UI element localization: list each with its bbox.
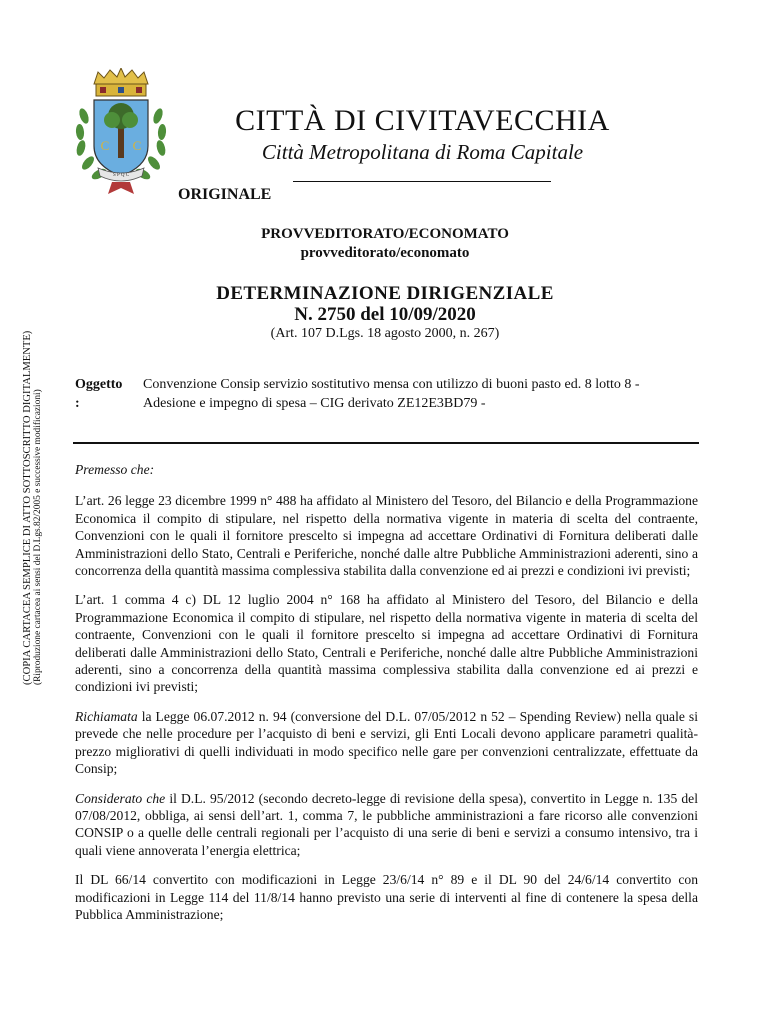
office-name-upper: PROVVEDITORATO/ECONOMATO bbox=[261, 226, 509, 242]
banner-text: S P Q C bbox=[112, 173, 130, 178]
section-divider bbox=[73, 442, 699, 444]
paragraph-4-text: il D.L. 95/2012 (secondo decreto-legge di revisione della spesa), convertito in Legge n. 135 del 07/08/2012, obbliga, ai sensi dell’art. 1, comma 7, le pubbliche amministrazioni a fare ricorso alle convenzioni CONSIP o a quelle delle centrali regionali per l’acquisto di una serie di beni e servizi a consumo intensivo, tra i quali viene annoverata l’energia elettrica; bbox=[75, 790, 698, 858]
determination-reference: (Art. 107 D.Lgs. 18 agosto 2000, n. 267) bbox=[270, 326, 500, 341]
premise-heading bbox=[75, 461, 698, 478]
paragraph-5: Il DL 66/14 convertito con modificazioni in Legge 23/6/14 n° 89 e il DL 90 del 24/6/14 convertito con modificazioni in Legge 114 del 11/8/14 hanno previsto una serie di interventi al fine di contenere la spesa della Pubblica Amministrazione; bbox=[75, 872, 698, 922]
paragraph-3-lead: Richiamata bbox=[75, 708, 138, 724]
premise-heading-text: Premesso che: bbox=[75, 462, 155, 477]
paragraph-4-lead: Considerato che bbox=[75, 790, 166, 806]
crown-icon bbox=[94, 68, 148, 96]
paragraph-4 bbox=[75, 790, 698, 860]
subject-text: Convenzione Consip servizio sostitutivo mensa con utilizzo di buoni pasto ed. 8 lotto 8 - Adesione e impegno di spesa – CIG derivato ZE12E3BD79 - bbox=[143, 377, 640, 411]
paragraph-3 bbox=[75, 708, 698, 778]
subject-label-colon: : bbox=[75, 396, 80, 411]
ribbon-icon bbox=[108, 182, 134, 194]
subject-label-word: Oggetto bbox=[75, 377, 123, 392]
office-name-lower: provveditorato/economato bbox=[300, 245, 470, 261]
digital-copy-side-note bbox=[22, 305, 44, 685]
paragraph-3-text: la Legge 06.07.2012 n. 94 (conversione del D.L. 07/05/2012 n 52 – Spending Review) nella quale si prevede che nelle procedure per l’acquisto di beni e servizi, gli Enti Locali devono applicare parametri qualità-prezzo migliorativi di quelli individuati in modo specifico nelle gare per convenzioni centralizzate, effettuate da Consip; bbox=[75, 708, 698, 777]
paragraph-1: L’art. 26 legge 23 dicembre 1999 n° 488 ha affidato al Ministero del Tesoro, del Bilancio e della Programmazione Economica il compito di stipulare, nel rispetto della normativa vigente in materia di scelta del contraente, Convenzioni con le quali il fornitore prescelto si impegna ad accettare Ordinativi di Fornitura deliberati dalle Amministrazioni dello Stato, Centrali e Periferiche, nonché dalle altre Pubbliche Amministrazioni aderenti, sino a concorrenza della quantità massima complessiva stabilita dalla convenzione ed ai prezzi e condizioni ivi previsti; bbox=[75, 493, 698, 579]
subject-label bbox=[75, 375, 122, 413]
side-note-line-2: (Riproduzione cartacea ai sensi del D.Lgs.82/2005 e successive modificazioni) bbox=[33, 389, 43, 685]
shield-letter-left: C bbox=[100, 138, 110, 153]
shield-letter-right: C bbox=[132, 138, 142, 153]
side-note-line-1: (COPIA CARTACEA SEMPLICE DI ATTO SOTTOSCRITTO DIGITALMENTE) bbox=[22, 330, 33, 685]
city-title: CITTÀ DI CIVITAVECCHIA bbox=[235, 104, 610, 137]
title-underline-divider bbox=[293, 181, 551, 182]
city-crest-logo bbox=[72, 68, 170, 196]
paragraph-2: L’art. 1 comma 4 c) DL 12 luglio 2004 n° 168 ha affidato al Ministero del Tesoro, del Bilancio e della Programmazione Economica il compito di stipulare, nel rispetto della normativa vigente in materia di scelta del contraente, Convenzioni con le quali il fornitore prescelto si impegna ad accettare Ordinativi di Fornitura deliberati dalle Amministrazioni dello Stato, Centrali e Periferiche, nonché dalle altre Pubbliche Amministrazioni aderenti, sino a concorrenza della quantità massima complessiva stabilita dalla convenzione ed ai prezzi e condizioni ivi previsti; bbox=[75, 592, 698, 695]
determination-number: N. 2750 del 10/09/2020 bbox=[294, 304, 476, 325]
document-copy-type: ORIGINALE bbox=[178, 186, 272, 203]
determination-title: DETERMINAZIONE DIRIGENZIALE bbox=[216, 283, 554, 304]
document-body bbox=[75, 461, 698, 935]
city-subtitle: Città Metropolitana di Roma Capitale bbox=[261, 140, 584, 164]
